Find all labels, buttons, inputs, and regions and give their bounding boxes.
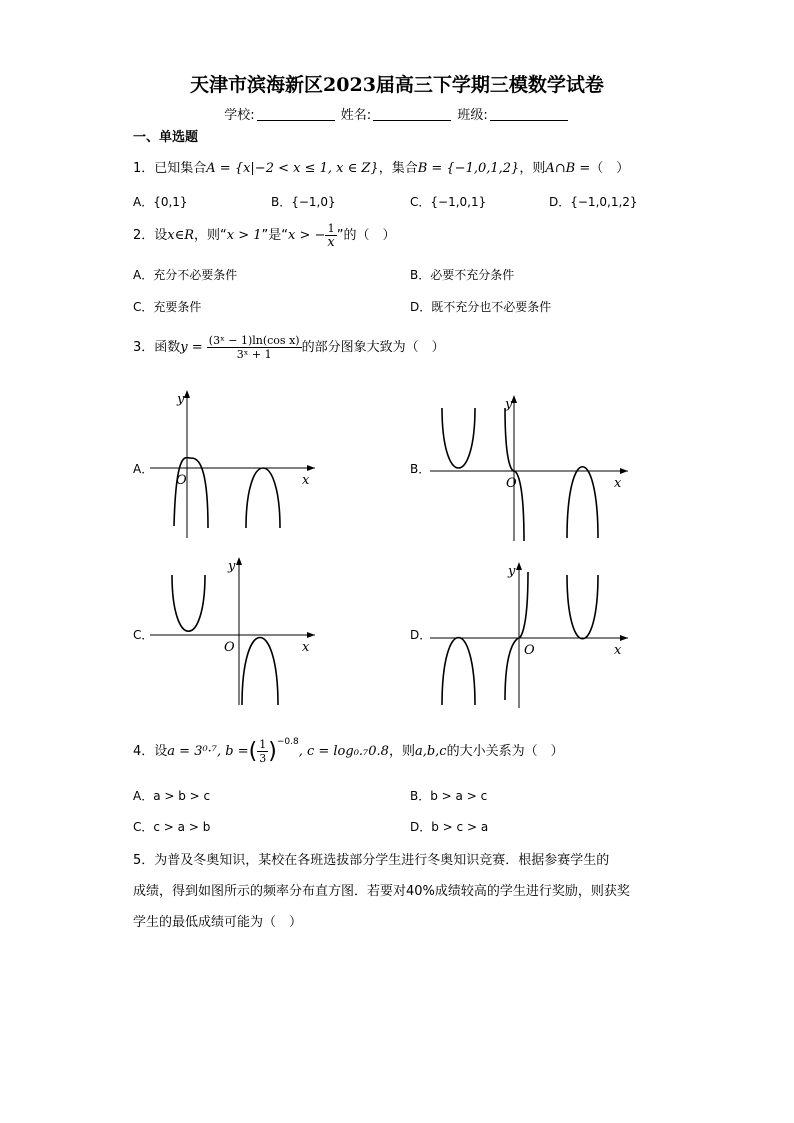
q5-line-1: 5．为普及冬奥知识，某校在各班选拔部分学生进行冬奥知识竞赛．根据参赛学生的	[133, 853, 610, 868]
q4-c: , c = log₀.₇0.8	[298, 744, 389, 759]
q2-stem: 2．设	[133, 228, 168, 243]
q3-graph-d	[430, 560, 630, 710]
q3-frac-den: 3ˣ + 1	[236, 348, 272, 361]
q1-option-a: A．{0,1}	[133, 195, 188, 209]
question-1	[133, 157, 629, 176]
q2-frac-den: x	[327, 235, 335, 250]
section-heading: 一、单选题	[133, 130, 199, 145]
question-2	[133, 222, 396, 249]
q3-y: y =	[180, 340, 203, 355]
q4-option-d: D．b > c > a	[410, 820, 489, 834]
q4-b-exp: −0.8	[276, 736, 299, 747]
q1-set-b: B = {−1,0,1,2}	[417, 161, 520, 176]
q1-stem: 1．已知集合	[133, 161, 207, 176]
q4-option-b: B．b > a > c	[410, 789, 488, 803]
q3-option-d-label: D．	[410, 628, 432, 642]
q3-fraction	[207, 334, 302, 361]
q1-option-d: D．{−1,0,1,2}	[549, 195, 638, 209]
q4-fraction	[257, 738, 268, 765]
q3-c-y-label: y	[228, 559, 236, 574]
q4-tail1: ，则	[388, 744, 415, 759]
page-title: 天津市滨海新区2023届高三下学期三模数学试卷	[190, 74, 604, 96]
q2-fraction	[325, 222, 336, 249]
q1-mid: ，集合	[378, 161, 418, 176]
q5-line-2: 成绩，得到如图所示的频率分布直方图．若要对40%成绩较高的学生进行奖励，则获奖	[133, 884, 630, 899]
q2-option-a: A．充分不必要条件	[133, 268, 238, 282]
q3-c-origin: O	[224, 640, 235, 655]
q3-a-origin: O	[176, 473, 187, 488]
q1-tail: ，则	[519, 161, 546, 176]
name-blank	[373, 107, 451, 121]
q4-b-pre: , b =	[217, 744, 249, 759]
q2-mid2: ”是“	[261, 228, 289, 243]
q3-graph-a	[150, 388, 320, 543]
q2-cond2: x > −	[288, 228, 326, 243]
q3-graph-c	[150, 555, 320, 710]
q4-left-paren: (	[248, 739, 258, 764]
question-4	[133, 738, 564, 765]
q2-option-c: C．充要条件	[133, 300, 202, 314]
q5-line-3: 学生的最低成绩可能为（ ）	[133, 915, 303, 930]
q3-frac-num: (3ˣ − 1)ln(cos x)	[208, 334, 300, 347]
q3-c-x-label: x	[302, 640, 310, 655]
q3-option-c-label: C．	[133, 628, 154, 642]
q2-mid3: ”的（ ）	[336, 228, 396, 243]
q2-mid1: ，则“	[194, 228, 227, 243]
q1-expr: A∩B =	[545, 161, 591, 176]
q4-stem: 4．设	[133, 744, 168, 759]
name-label: 姓名:	[340, 108, 372, 123]
q4-a: a = 3⁰·⁷	[167, 744, 218, 759]
q3-b-origin: O	[506, 476, 517, 491]
q4-right-paren: )	[268, 739, 277, 764]
q2-cond1: x > 1	[226, 228, 262, 243]
q3-a-x-label: x	[302, 473, 310, 488]
q1-end: （ ）	[590, 161, 630, 176]
q2-option-d: D．既不充分也不必要条件	[410, 300, 552, 314]
student-info-line	[0, 104, 794, 123]
school-label: 学校:	[224, 108, 255, 123]
q3-b-x-label: x	[614, 476, 622, 491]
q4-tail2: 的大小关系为（ ）	[446, 744, 564, 759]
q3-b-y-label: y	[505, 397, 513, 412]
question-3	[133, 334, 445, 361]
q3-d-origin: O	[524, 643, 535, 658]
q3-d-x-label: x	[614, 643, 622, 658]
q4-option-c: C．c > a > b	[133, 820, 211, 834]
q4-option-a: A．a > b > c	[133, 789, 211, 803]
class-blank	[490, 107, 568, 121]
q3-a-y-label: y	[177, 392, 185, 407]
q4-b-den: 3	[259, 752, 267, 765]
q3-d-y-label: y	[508, 564, 516, 579]
q1-option-b: B．{−1,0}	[271, 195, 336, 209]
q2-option-b: B．必要不充分条件	[410, 268, 515, 282]
q3-tail: 的部分图象大致为（ ）	[301, 340, 445, 355]
school-blank	[257, 107, 335, 121]
class-label: 班级:	[457, 108, 488, 123]
q1-option-c: C．{−1,0,1}	[410, 195, 487, 209]
q2-frac-num: 1	[325, 222, 336, 236]
q3-stem: 3．函数	[133, 340, 181, 355]
q2-domain: x∈R	[167, 228, 195, 243]
q4-b-num: 1	[259, 738, 267, 751]
q4-abc: a,b,c	[414, 744, 447, 759]
q1-set-a: A = {x|−2 < x ≤ 1, x ∈ Z}	[206, 161, 379, 176]
q3-option-a-label: A．	[133, 462, 154, 476]
q3-option-b-label: B．	[410, 462, 431, 476]
q3-graph-b	[430, 393, 630, 543]
